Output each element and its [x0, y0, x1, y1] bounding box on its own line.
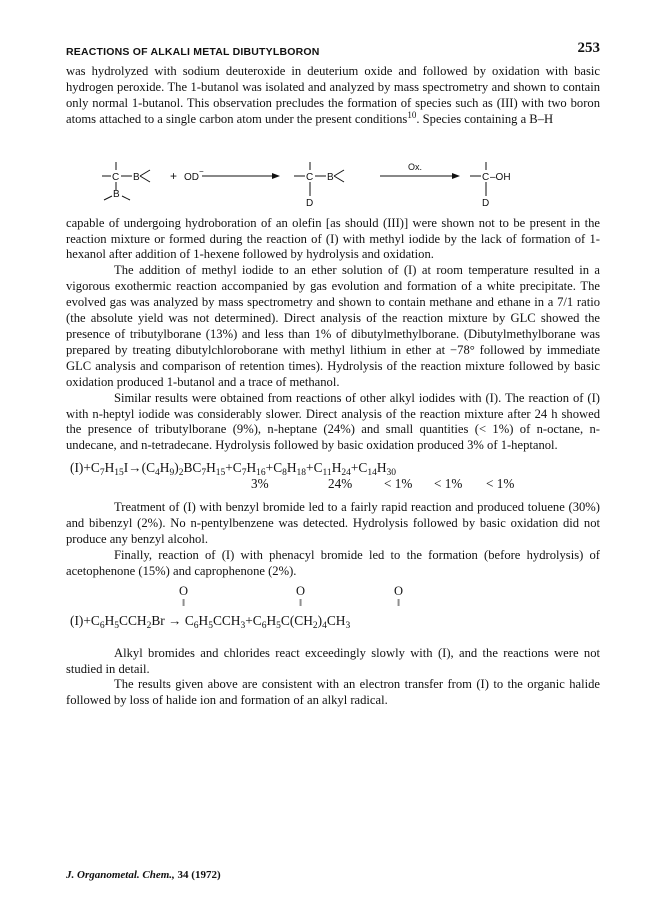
- group-oh: –OH: [490, 171, 511, 183]
- journal-name: J. Organometal. Chem.,: [66, 869, 175, 881]
- yield-5: < 1%: [486, 476, 515, 492]
- running-head: REACTIONS OF ALKALI METAL DIBUTYLBORON: [66, 46, 320, 58]
- reaction-scheme-deuterolysis: [66, 128, 600, 216]
- carbonyl-2: O ‖: [296, 583, 306, 609]
- paragraph-4: Similar results were obtained from reactions of other alkyl iodides with (I). The reaction of (I) with n-heptyl iodide was considerably slower. Direct analysis of the reaction mixture after 24 h showed the presence of tributylborane (9%), n-heptane (24%) and small quantities (< 1%) of n-octane, n-undecane, and n-tetradecane. Hydrolysis followed by basic oxidation produced 3% of 1-heptanol.: [66, 390, 600, 453]
- atom-c-3: C: [482, 171, 490, 183]
- paragraph-1: [66, 64, 600, 128]
- reference-10: 10: [407, 109, 417, 120]
- equation-phenacyl-bromide: [66, 583, 600, 642]
- plus-sign: +: [170, 168, 178, 183]
- article-body: [66, 64, 600, 709]
- atom-b-2: B: [113, 188, 120, 200]
- reagent-charge: −: [199, 166, 204, 176]
- paragraph-1-text: was hydrolyzed with sodium deuteroxide in deuterium oxide and followed by oxidation with basic hydrogen peroxide. The 1-butanol was isolated and analyzed by mass spectrometry and shown to contain only normal 1-butanol. This observation precludes the formation of species such as (III) with two boron atoms attached to a single carbon atom under the present conditions: [66, 64, 600, 126]
- carbonyl-3: O ‖: [394, 583, 404, 609]
- atom-c-2: C: [306, 171, 314, 183]
- equation-heptyl-iodide: $(I)+C_7H_{15}I\to(C_4H_9)_2BC_7H_{15}+C_7H_{16}+C_8H_{18}+C_{11}H_{24}+C_{14}H_{30}$: [70, 460, 397, 479]
- page-header: [66, 42, 600, 60]
- yield-3: < 1%: [384, 476, 413, 492]
- paragraph-2: capable of undergoing hydroboration of an olefin [as should (III)] were shown not to be present in the reaction mixture or formed during the reaction of (I) with methyl iodide by the lack of formation of 1-hexanol after addition of 1-hexene followed by hydrolysis and oxidation.: [66, 215, 600, 262]
- journal-footer: [66, 869, 221, 881]
- paragraph-6: Finally, reaction of (I) with phenacyl bromide led to the formation (before hydrolysis) of acetophenone (15%) and caprophenone (2%).: [66, 547, 600, 578]
- yield-1: 3%: [251, 476, 269, 492]
- reagent-od: OD: [184, 171, 199, 183]
- journal-volume: 34 (1972): [177, 869, 221, 881]
- paragraph-3: The addition of methyl iodide to an ether solution of (I) at room temperature resulted in a vigorous exothermic reaction accompanied by gas evolution and formation of a white precipitate. The evolved gas was analyzed by mass spectrometry and shown to contain methane and ethane in a 7/1 ratio (the absolute yield was not determined). Direct analysis of the reaction mixture by GLC showed the presence of tributylborane (13%) and less than 1% of dibutylmethylborane. (Dibutylmethylborane was prepared by treating dibutylchloroborane with methyl lithium in ether at −78° followed by immediate GLC analysis and comparison of retention times). Hydrolysis of the reaction mixture followed by basic oxidation produced 1-butanol and a trace of methanol.: [66, 263, 600, 389]
- atom-c-1: C: [112, 171, 120, 183]
- paragraph-1-tail: . Species containing a B–H: [416, 111, 554, 126]
- atom-d-2: D: [482, 197, 490, 209]
- paragraph-7: Alkyl bromides and chlorides react exceedingly slowly with (I), and the reactions were not studied in detail.: [66, 645, 600, 676]
- arrow-label-ox: Ox.: [408, 161, 423, 172]
- atom-d-1: D: [306, 197, 314, 209]
- equation-2-text: $(I)+C_6H_5CCH_2Br \to C_6H_5CCH_3+C_6H_5C(CH_2)_4CH_3$: [70, 612, 351, 631]
- equation-yields: [66, 476, 600, 492]
- carbonyl-1: O ‖: [179, 583, 189, 609]
- paragraph-8: The results given above are consistent with an electron transfer from (I) to the organic halide followed by loss of halide ion and formation of an alkyl radical.: [66, 677, 600, 708]
- yield-2: 24%: [328, 476, 353, 492]
- paragraph-5: Treatment of (I) with benzyl bromide led to a fairly rapid reaction and produced toluene (30%) and bibenzyl (2%). No n-pentylbenzene was detected. Hydrolysis followed by basic oxidation did not produce any benzyl alcohol.: [66, 500, 600, 546]
- scheme-structures: [80, 134, 550, 216]
- atom-b-3: B: [327, 171, 334, 183]
- yield-4: < 1%: [434, 476, 463, 492]
- page-number: 253: [577, 40, 600, 56]
- atom-b-1: B: [133, 171, 140, 183]
